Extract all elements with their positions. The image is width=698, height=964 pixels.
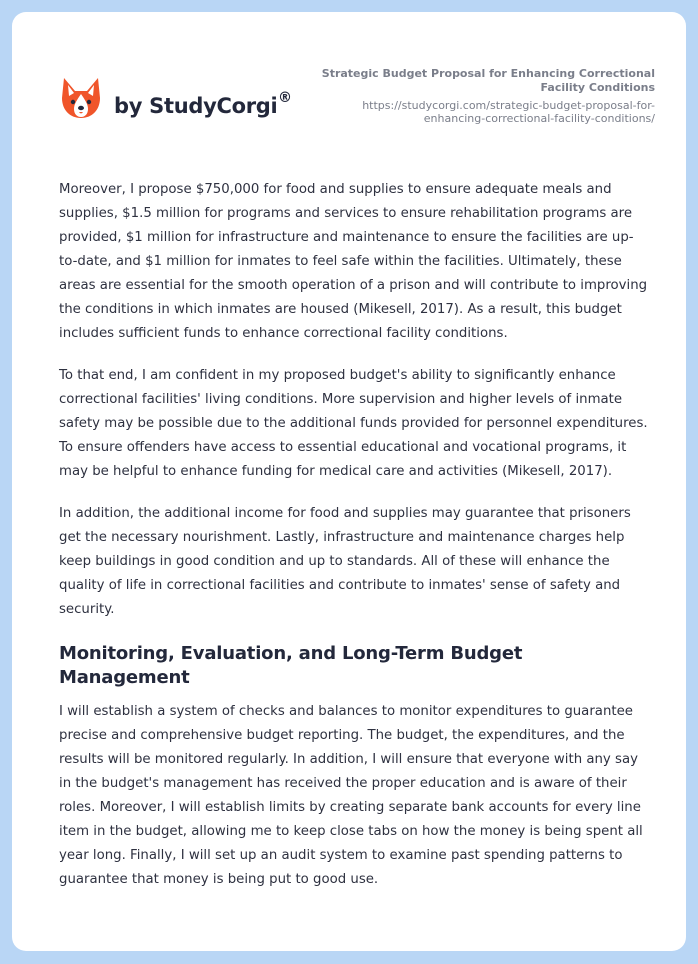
studycorgi-logo[interactable]: [60, 76, 310, 126]
registered-mark: ®: [278, 90, 292, 106]
section-paragraph: I will establish a system of checks and balances to monitor expenditures to guarantee precise and comprehensive budget reporting. The budget, the expenditures, and the results will be monitored regularly. In addition, I will ensure that everyone with any say in the budget's management has received the proper education and is aware of their roles. Moreover, I will establish limits by creating separate bank accounts for every line item in the budget, allowing me to keep close tabs on how the money is being spent all year long. Finally, I will set up an audit system to examine past spending patterns to guarantee that money is being put to good use.: [59, 704, 643, 887]
brand-text: [114, 94, 277, 118]
body-paragraph: In addition, the additional income for food and supplies may guarantee that prisoners get the necessary nourishment. Lastly, infrastructure and maintenance charges help keep buildings in good condition and up to standards. All of these will enhance the quality of life in correctional facilities and contribute to inmates' sense of safety and security.: [59, 506, 631, 617]
section-heading: Monitoring, Evaluation, and Long-Term Budget Management: [59, 643, 523, 688]
body-paragraph: To that end, I am confident in my proposed budget's ability to significantly enhance correctional facilities' living conditions. More supervision and higher levels of inmate safety may be possible due to the additional funds provided for personnel expenditures. To ensure offenders have access to essential educational and vocational programs, it may be helpful to enhance funding for medical care and activities (Mikesell, 2017).: [59, 368, 648, 479]
document-meta: [315, 67, 655, 125]
body-paragraph: Moreover, I propose $750,000 for food and supplies to ensure adequate meals and supplies, $1.5 million for programs and services to ensure rehabilitation programs are provided, $1 million for infrastructure and maintenance to ensure the facilities are up-to-date, and $1 million for inmates to feel safe within the facilities. Ultimately, these areas are essential for the smooth operation of a prison and will contribute to improving the conditions in which inmates are housed (Mikesell, 2017). As a result, this budget includes sufficient funds to enhance correctional facility conditions.: [59, 182, 648, 341]
document-url[interactable]: https://studycorgi.com/strategic-budget-proposal-for-enhancing-correctional-facility-conditions/: [362, 99, 655, 125]
page-header: [12, 12, 686, 152]
brand-prefix: by: [114, 94, 150, 118]
corgi-logo-icon: [60, 76, 102, 122]
document-page: [12, 12, 686, 951]
document-body: [59, 178, 651, 910]
brand-name: StudyCorgi: [149, 94, 278, 118]
document-title: Strategic Budget Proposal for Enhancing Correctional Facility Conditions: [321, 67, 655, 94]
